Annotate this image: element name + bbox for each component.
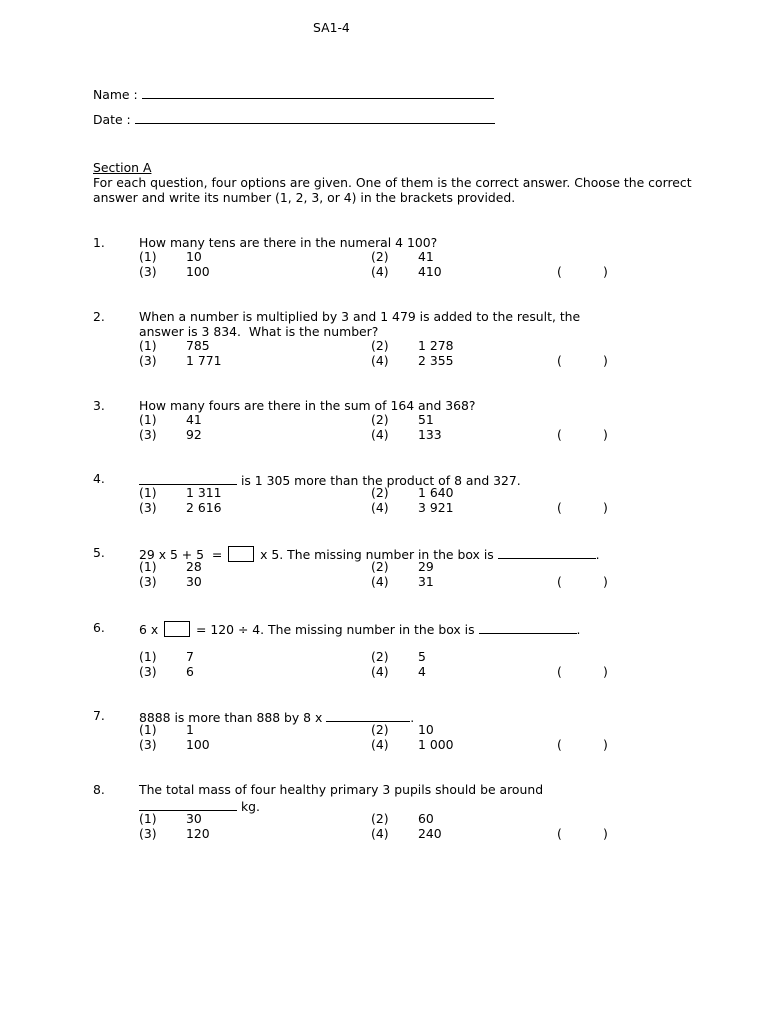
question-text: How many fours are there in the sum of 164 and 368? (139, 398, 476, 413)
option-number: (1) (139, 338, 157, 353)
option-number: (2) (371, 722, 389, 737)
option-number: (1) (139, 722, 157, 737)
answer-bracket-close[interactable]: ) (603, 826, 608, 841)
answer-bracket-open[interactable]: ( (557, 574, 562, 589)
answer-bracket-close[interactable]: ) (603, 264, 608, 279)
option-value: 100 (186, 264, 210, 279)
option-value: 10 (418, 722, 434, 737)
name-field[interactable] (93, 86, 494, 103)
option-number: (3) (139, 737, 157, 752)
option-number: (3) (139, 574, 157, 589)
question-text-part: is 1 305 more than the product of 8 and 327. (237, 473, 521, 488)
page-title: SA1-4 (313, 20, 350, 35)
option-value: 41 (418, 249, 434, 264)
option-number: (3) (139, 427, 157, 442)
option-number: (4) (371, 737, 389, 752)
question-text: How many tens are there in the numeral 4 100? (139, 235, 438, 250)
question-text-part: 8888 is more than 888 by 8 x (139, 710, 327, 725)
option-number: (1) (139, 649, 157, 664)
option-value: 41 (186, 412, 202, 427)
option-value: 10 (186, 249, 202, 264)
option-number: (2) (371, 249, 389, 264)
answer-bracket-open[interactable]: ( (557, 826, 562, 841)
option-number: (4) (371, 826, 389, 841)
name-label: Name : (93, 87, 138, 102)
option-value: 1 771 (186, 353, 222, 368)
answer-bracket-close[interactable]: ) (603, 500, 608, 515)
name-line[interactable] (142, 86, 494, 99)
option-value: 7 (186, 649, 194, 664)
question-text (139, 621, 619, 638)
question-text-part: x 5. The missing number in the box is (256, 547, 498, 562)
question-3 (93, 399, 653, 459)
answer-bracket-open[interactable]: ( (557, 500, 562, 515)
option-number: (1) (139, 485, 157, 500)
section-heading: Section A (93, 160, 152, 175)
answer-bracket-open[interactable]: ( (557, 427, 562, 442)
option-number: (4) (371, 264, 389, 279)
question-text-part: kg. (237, 799, 260, 814)
answer-blank[interactable] (479, 621, 577, 634)
option-value: 240 (418, 826, 442, 841)
date-field[interactable] (93, 111, 495, 128)
question-number: 1. (93, 235, 105, 250)
option-value: 410 (418, 264, 442, 279)
option-value: 92 (186, 427, 202, 442)
option-value: 100 (186, 737, 210, 752)
question-number: 8. (93, 782, 105, 797)
answer-bracket-close[interactable]: ) (603, 427, 608, 442)
option-value: 133 (418, 427, 442, 442)
option-value: 2 616 (186, 500, 222, 515)
answer-blank[interactable] (326, 709, 410, 722)
answer-bracket-close[interactable]: ) (603, 574, 608, 589)
question-7 (93, 709, 653, 769)
question-2 (93, 310, 653, 370)
question-text-part: . (410, 710, 415, 725)
answer-bracket-open[interactable]: ( (557, 737, 562, 752)
question-text-part: = 120 ÷ 4. The missing number in the box is (192, 622, 479, 637)
question-text-line-2: answer is 3 834. What is the number? (139, 324, 379, 339)
option-number: (2) (371, 485, 389, 500)
question-number: 6. (93, 620, 105, 635)
option-number: (4) (371, 353, 389, 368)
option-number: (3) (139, 500, 157, 515)
option-value: 31 (418, 574, 434, 589)
option-number: (2) (371, 559, 389, 574)
option-number: (2) (371, 412, 389, 427)
option-number: (4) (371, 500, 389, 515)
option-value: 28 (186, 559, 202, 574)
option-value: 1 640 (418, 485, 454, 500)
question-number: 3. (93, 398, 105, 413)
section-instructions: For each question, four options are given. One of them is the correct answer. Choose the correct answer and write its number (1, 2, 3, or 4) in the brackets provided. (93, 175, 692, 205)
option-number: (3) (139, 664, 157, 679)
option-value: 1 000 (418, 737, 454, 752)
question-4 (93, 472, 653, 532)
option-value: 4 (418, 664, 426, 679)
option-number: (2) (371, 811, 389, 826)
option-number: (3) (139, 353, 157, 368)
option-number: (1) (139, 559, 157, 574)
question-number: 2. (93, 309, 105, 324)
option-value: 6 (186, 664, 194, 679)
question-text-part: . (576, 622, 581, 637)
question-text-part: 29 x 5 + 5 = (139, 547, 227, 562)
option-value: 2 355 (418, 353, 454, 368)
option-value: 30 (186, 811, 202, 826)
option-value: 1 311 (186, 485, 222, 500)
answer-bracket-open[interactable]: ( (557, 353, 562, 368)
question-text-part: . (595, 547, 600, 562)
option-number: (2) (371, 649, 389, 664)
answer-blank[interactable] (139, 472, 237, 485)
answer-box[interactable] (164, 621, 190, 637)
option-number: (1) (139, 811, 157, 826)
answer-bracket-open[interactable]: ( (557, 264, 562, 279)
option-number: (4) (371, 574, 389, 589)
option-number: (1) (139, 249, 157, 264)
question-5 (93, 546, 653, 606)
option-number: (4) (371, 664, 389, 679)
question-text-line-1: When a number is multiplied by 3 and 1 479 is added to the result, the (139, 309, 581, 324)
date-label: Date : (93, 112, 131, 127)
option-number: (3) (139, 826, 157, 841)
option-number: (4) (371, 427, 389, 442)
option-number: (3) (139, 264, 157, 279)
answer-bracket-open[interactable]: ( (557, 664, 562, 679)
question-1 (93, 236, 653, 296)
option-value: 120 (186, 826, 210, 841)
question-6 (93, 621, 653, 681)
question-number: 5. (93, 545, 105, 560)
question-number: 4. (93, 471, 105, 486)
option-value: 1 278 (418, 338, 454, 353)
question-text-line-1: The total mass of four healthy primary 3 pupils should be around (139, 782, 544, 797)
option-number: (1) (139, 412, 157, 427)
option-value: 1 (186, 722, 194, 737)
option-value: 51 (418, 412, 434, 427)
option-number: (2) (371, 338, 389, 353)
option-value: 60 (418, 811, 434, 826)
option-value: 785 (186, 338, 210, 353)
option-value: 29 (418, 559, 434, 574)
option-value: 3 921 (418, 500, 454, 515)
answer-blank[interactable] (139, 798, 237, 811)
answer-bracket-close[interactable]: ) (603, 664, 608, 679)
date-line[interactable] (135, 111, 495, 124)
option-value: 5 (418, 649, 426, 664)
option-value: 30 (186, 574, 202, 589)
answer-bracket-close[interactable]: ) (603, 353, 608, 368)
question-text-part: 6 x (139, 622, 163, 637)
answer-blank[interactable] (498, 546, 596, 559)
answer-box[interactable] (228, 546, 254, 562)
answer-bracket-close[interactable]: ) (603, 737, 608, 752)
question-8 (93, 783, 653, 843)
question-number: 7. (93, 708, 105, 723)
